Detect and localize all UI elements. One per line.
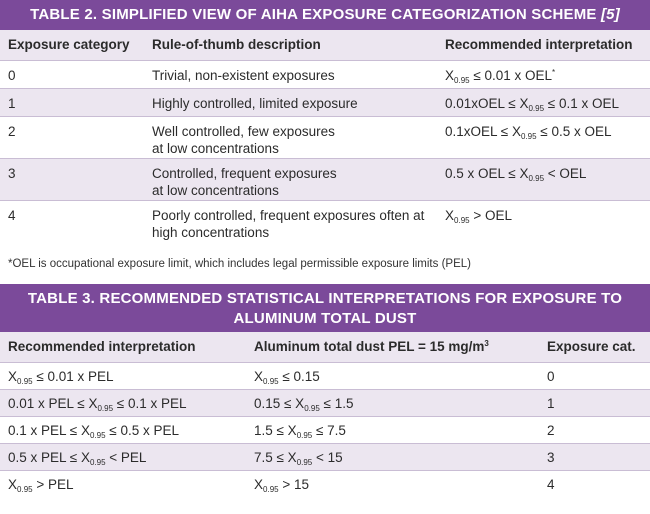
category-cell: 3 [0,158,144,200]
category-cell: 4 [0,200,144,244]
category-cell: 2 [0,116,144,158]
interpretation-cell: 0.5 x OEL ≤ $X_{0.95}$ < OEL [437,158,650,200]
category-cell: 1 [539,389,650,416]
interpretation-cell: $X_{0.95}$ > OEL [437,200,650,244]
table-2-title-text: TABLE 2. SIMPLIFIED VIEW OF AIHA EXPOSURE CATEGORIZATION SCHEME [30,6,601,23]
table-2 [0,0,650,244]
description-cell: Controlled, frequent exposures at low concentrations [144,158,437,200]
interpretation-cell: 0.5 x PEL ≤ $X_{0.95}$ < PEL [0,443,246,470]
interpretation-cell: $X_{0.95}$ > PEL [0,470,246,497]
table-row [0,389,650,416]
table-3-title-line1: TABLE 3. RECOMMENDED STATISTICAL INTERPRETATIONS FOR EXPOSURE TO [27,290,623,307]
table-2-title-row [0,0,650,30]
description-cell: Highly controlled, limited exposure [144,88,437,116]
interpretation-cell: $X_{0.95} \le 0.01$ x OEL* [437,60,650,88]
category-cell: 0 [539,362,650,389]
table-3-header-row [0,332,650,362]
table-row [0,416,650,443]
table-3-title [0,284,650,332]
dust-cell: $1.5 \le X_{0.95} \le 7.5$ [246,416,539,443]
table-2-header-interpretation: Recommended interpretation [437,30,650,60]
dust-cell: $7.5 \le X_{0.95} < 15$ [246,443,539,470]
dust-cell: $X_{0.95} \le 0.15$ [246,362,539,389]
interpretation-cell: 0.01xOEL ≤ $X_{0.95} \le 0.1$ x OEL [437,88,650,116]
table-row [0,362,650,389]
category-cell: 4 [539,470,650,497]
interpretation-cell: 0.1xOEL ≤ $X_{0.95} \le 0.5$ x OEL [437,116,650,158]
category-cell: 1 [0,88,144,116]
table-row [0,116,650,158]
table-3-header-dust: Aluminum total dust PEL = 15 $mg/m^3$ [246,332,539,362]
table-2-footnote: *OEL is occupational exposure limit, which includes legal permissible exposure limits (PEL) [0,244,650,284]
table-row [0,60,650,88]
table-3 [0,284,650,497]
table-2-header-description: Rule-of-thumb description [144,30,437,60]
description-cell: Poorly controlled, frequent exposures often at high concentrations [144,200,437,244]
dust-cell: $X_{0.95} > 15$ [246,470,539,497]
table-3-title-row [0,284,650,332]
description-cell: Trivial, non-existent exposures [144,60,437,88]
table-3-header-interpretation: Recommended interpretation [0,332,246,362]
category-cell: 0 [0,60,144,88]
interpretation-cell: 0.1 x PEL ≤ $X_{0.95} \le 0.5$ x PEL [0,416,246,443]
table-row [0,158,650,200]
table-row [0,470,650,497]
category-cell: 2 [539,416,650,443]
table-3-title-line2: ALUMINUM TOTAL DUST [233,310,417,327]
dust-cell: $0.15 \le X_{0.95} \le 1.5$ [246,389,539,416]
category-cell: 3 [539,443,650,470]
table-2-title [0,0,650,30]
interpretation-cell: 0.01 x PEL ≤ $X_{0.95} \le 0.1$ x PEL [0,389,246,416]
table-2-header-category: Exposure category [0,30,144,60]
table-2-citation: [5] [600,6,620,23]
table-row [0,200,650,244]
interpretation-cell: $X_{0.95} \le 0.01$ x PEL [0,362,246,389]
table-row [0,443,650,470]
table-row [0,88,650,116]
description-cell: Well controlled, few exposures at low concentrations [144,116,437,158]
table-2-header-row [0,30,650,60]
table-3-header-category: Exposure cat. [539,332,650,362]
